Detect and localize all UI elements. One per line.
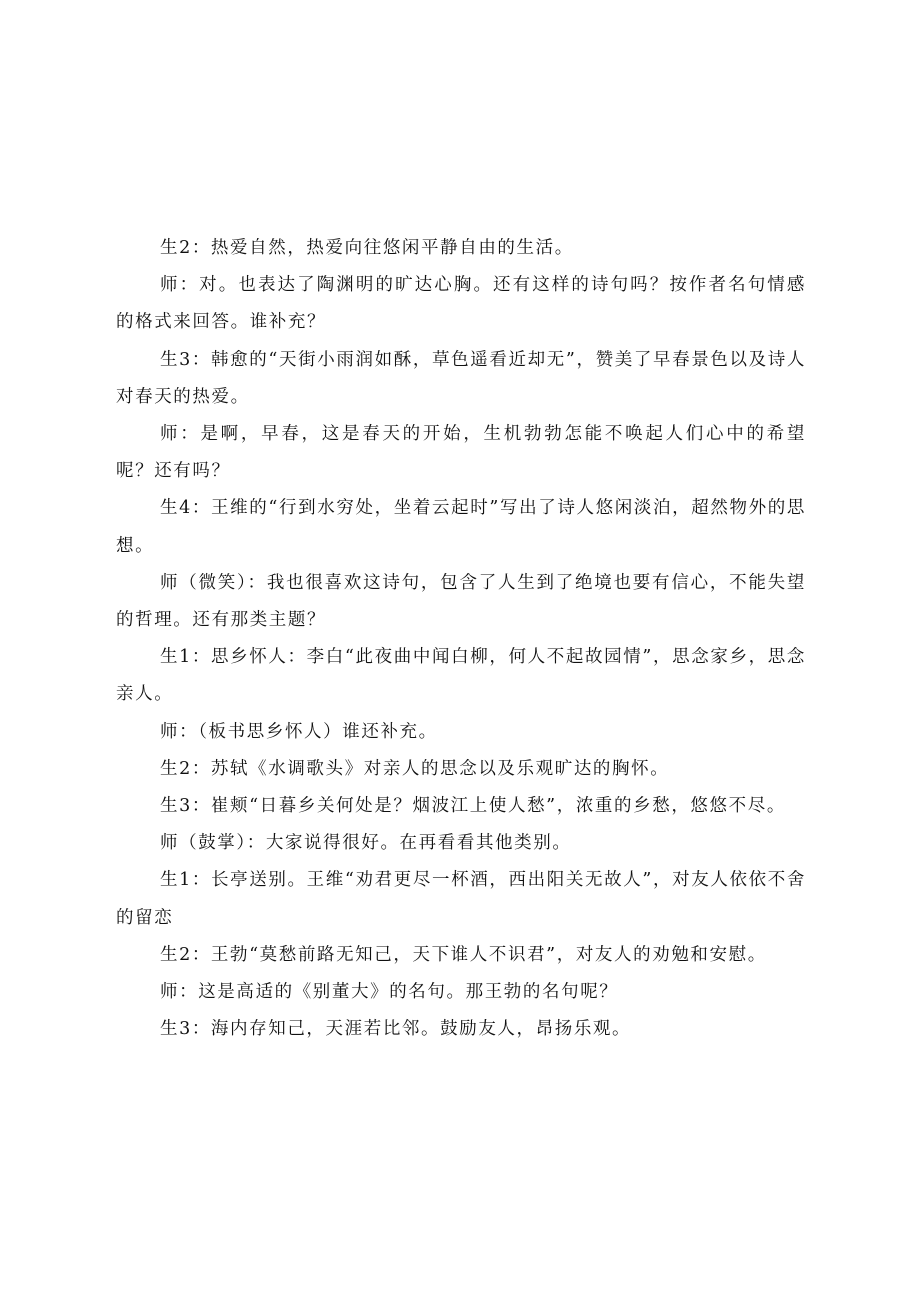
paragraph: 师：对。也表达了陶渊明的旷达心胸。还有这样的诗句吗？按作者名句情感的格式来回答。谁补充？ xyxy=(116,275,806,333)
paragraph: 生2：热爱自然，热爱向往悠闲平静自由的生活。 xyxy=(160,238,574,258)
paragraph: 生3：崔颊“日暮乡关何处是？烟波江上使人愁”，浓重的乡愁，悠悠不尽。 xyxy=(160,796,786,817)
paragraph: 生4：王维的“行到水穷处，坐着云起时”写出了诗人悠闲淡泊，超然物外的思想。 xyxy=(116,498,806,556)
paragraph: 师：（板书思乡怀人）谁还补充。 xyxy=(160,721,438,742)
paragraph: 师（微笑）：我也很喜欢这诗句，包含了人生到了绝境也要有信心，不能失望的哲理。还有那类主题？ xyxy=(116,572,806,631)
paragraph: 师：是啊，早春，这是春天的开始，生机勃勃怎能不唤起人们心中的希望呢？还有吗？ xyxy=(116,424,806,482)
paragraph: 生3：韩愈的“天街小雨润如酥，草色遥看近却无”，赞美了早春景色以及诗人对春天的热爱。 xyxy=(116,349,806,407)
paragraph: 生2：王勃“莫愁前路无知己，天下谁人不识君”，对友人的劝勉和安慰。 xyxy=(160,944,767,965)
paragraph: 生1：思乡怀人：李白“此夜曲中闻白柳，何人不起故园情”，思念家乡，思念亲人。 xyxy=(116,647,806,705)
document-body xyxy=(116,230,806,1048)
paragraph: 生1：长亭送别。王维“劝君更尽一杯酒，西出阳关无故人”，对友人依依不舍的留恋 xyxy=(116,870,806,928)
paragraph: 师：这是高适的《别董大》的名句。那王勃的名句呢？ xyxy=(160,982,619,1003)
paragraph: 生2：苏轼《水调歌头》对亲人的思念以及乐观旷达的胸怀。 xyxy=(160,758,670,779)
paragraph: 师（鼓掌）：大家说得很好。在再看看其他类别。 xyxy=(160,833,572,854)
paragraph: 生3：海内存知己，天涯若比邻。鼓励友人，昂扬乐观。 xyxy=(160,1019,632,1040)
